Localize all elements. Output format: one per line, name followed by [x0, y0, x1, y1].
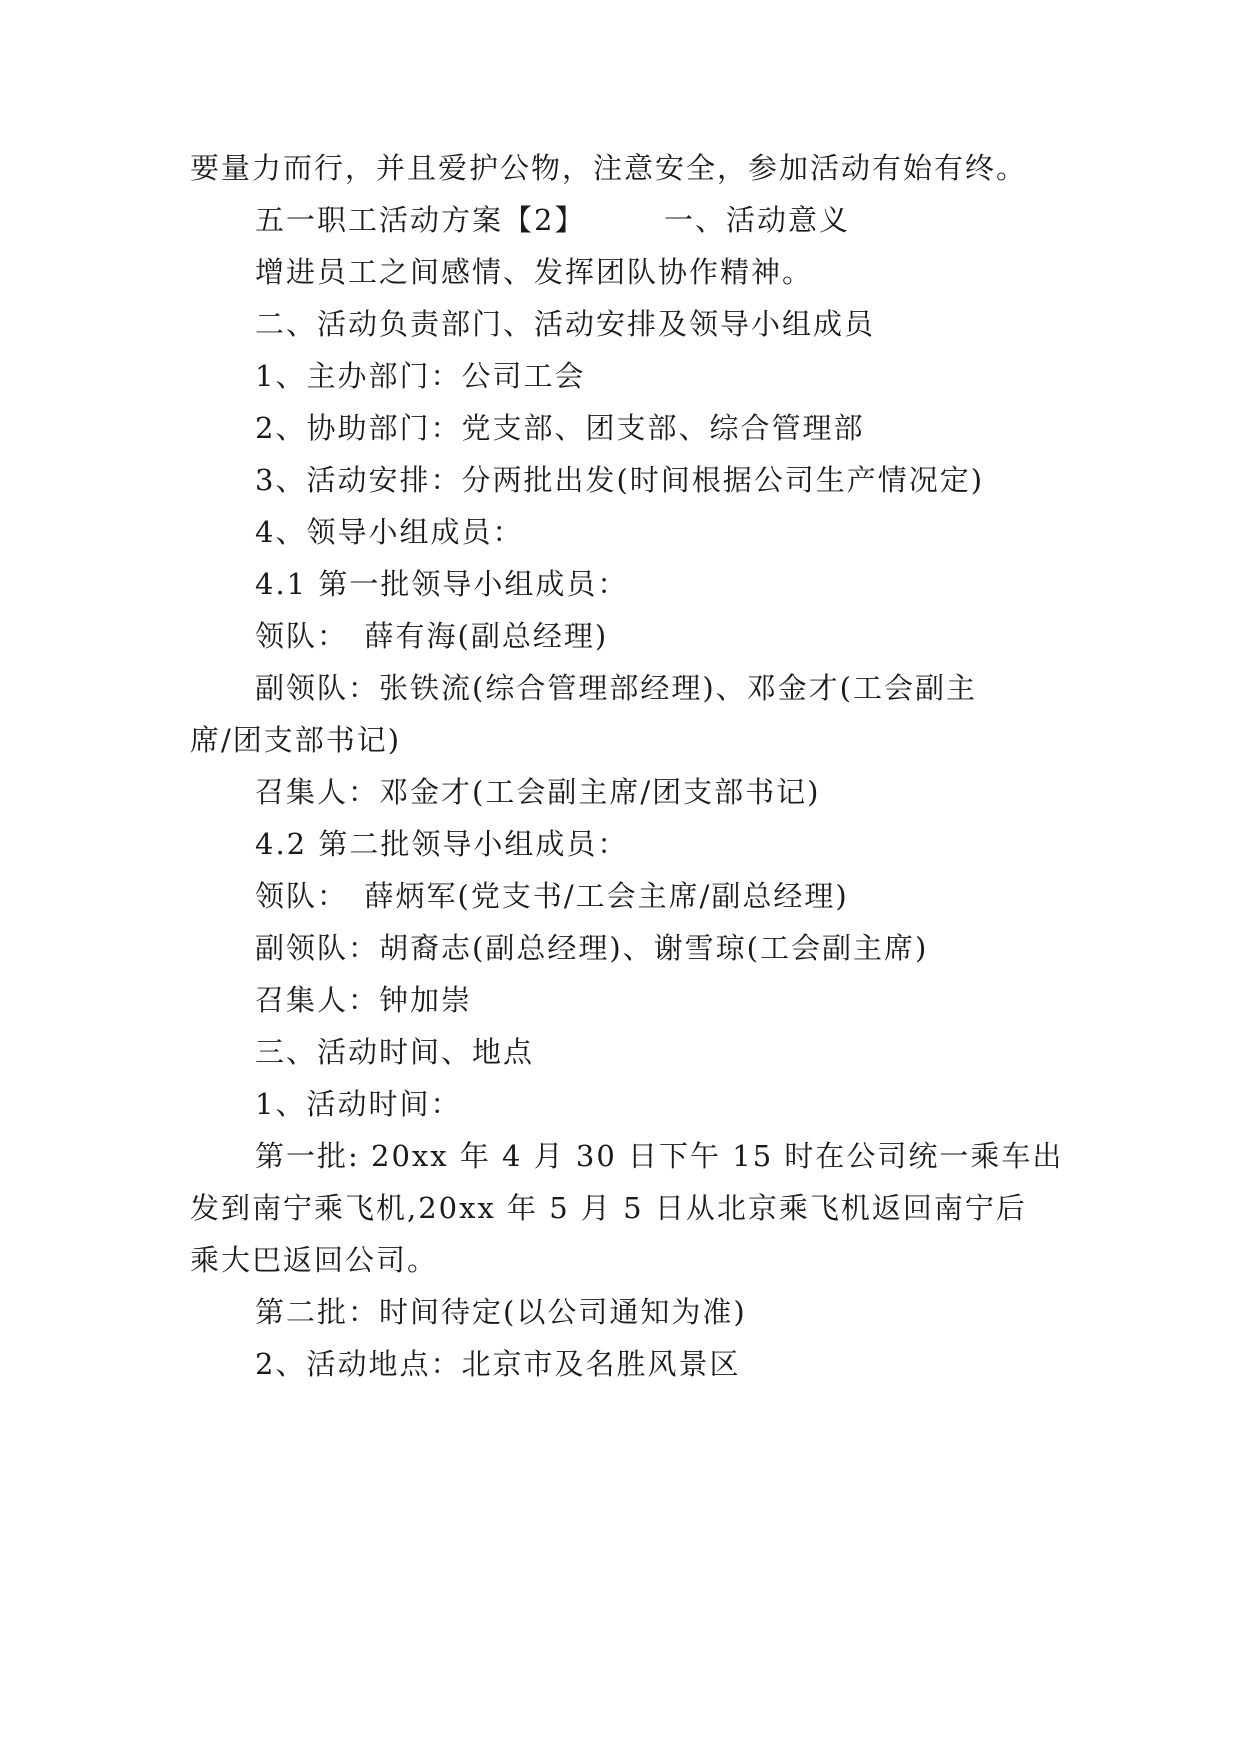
text-line: 副领队：胡裔志(副总经理)、谢雪琼(工会副主席) — [255, 931, 929, 965]
text-line: 乘大巴返回公司。 — [190, 1243, 439, 1277]
text-line: 第一批: 20xx 年 4 月 30 日下午 15 时在公司统一乘车出 — [255, 1139, 1064, 1173]
text-line: 1、主办部门：公司工会 — [255, 359, 586, 393]
text-line: 席/团支部书记) — [190, 723, 402, 757]
text-line: 召集人：邓金才(工会副主席/团支部书记) — [255, 775, 821, 809]
text-line: 4.1 第一批领导小组成员： — [255, 567, 629, 601]
section-heading: 三、活动时间、地点 — [255, 1035, 535, 1069]
text-line: 副领队：张铁流(综合管理部经理)、邓金才(工会副主 — [255, 671, 977, 705]
text-line: 要量力而行，并且爱护公物，注意安全，参加活动有始有终。 — [190, 151, 1028, 185]
text-line: 召集人：钟加崇 — [255, 983, 473, 1017]
text-line: 2、活动地点：北京市及名胜风景区 — [255, 1347, 741, 1381]
section-heading: 二、活动负责部门、活动安排及领导小组成员 — [255, 307, 876, 341]
text-line: 4.2 第二批领导小组成员： — [255, 827, 629, 861]
text-line: 4、领导小组成员： — [255, 515, 524, 549]
text-line: 领队： 薛炳军(党支书/工会主席/副总经理) — [255, 879, 849, 913]
text-line: 3、活动安排：分两批出发(时间根据公司生产情况定) — [255, 463, 985, 497]
text-line: 领队： 薛有海(副总经理) — [255, 619, 609, 653]
text-line: 2、协助部门：党支部、团支部、综合管理部 — [255, 411, 865, 445]
text-line: 增进员工之间感情、发挥团队协作精神。 — [255, 255, 814, 289]
text-line: 第二批：时间待定(以公司通知为准) — [255, 1295, 747, 1329]
text-line: 1、活动时间： — [255, 1087, 462, 1121]
text-line: 发到南宁乘飞机,20xx 年 5 月 5 日从北京乘飞机返回南宁后 — [190, 1191, 1027, 1225]
section-heading: 五一职工活动方案【2】 一、活动意义 — [255, 203, 850, 237]
